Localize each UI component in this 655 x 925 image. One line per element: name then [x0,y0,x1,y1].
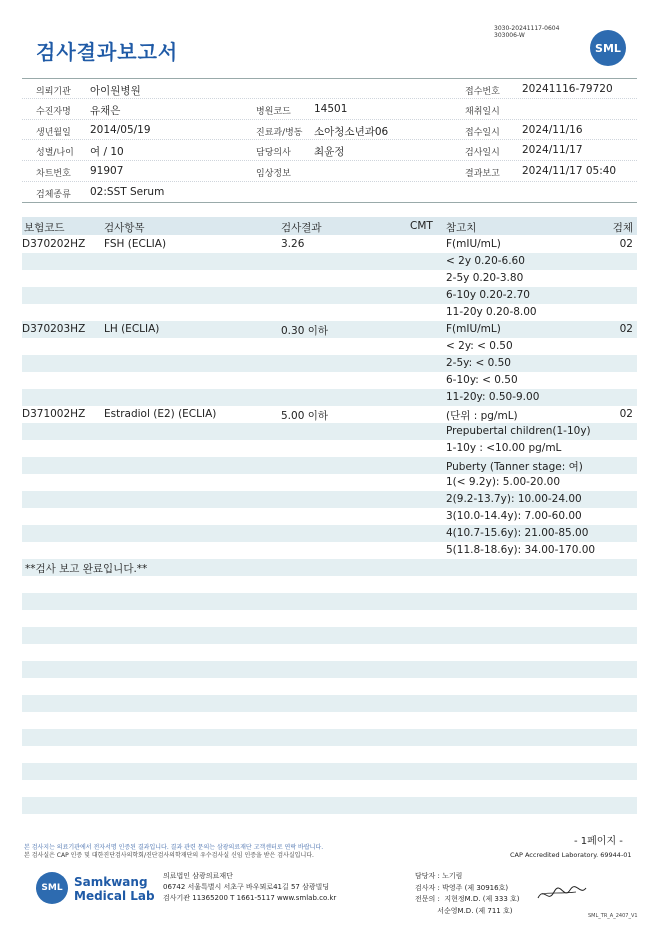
header-code: 보험코드 [24,222,65,234]
lab-address [163,871,336,904]
table-row [22,695,637,712]
staff-block [415,871,520,917]
cell-reference: 1-10y : <10.00 pg/mL [446,442,562,454]
report-date-label: 결과보고 [465,169,500,180]
clinical-label: 임상정보 [256,169,291,180]
cell-reference: (단위 : pg/mL) [446,410,518,422]
report-date-value: 2024/11/17 05:40 [522,165,617,178]
cell-code: D370203HZ [22,323,86,335]
table-row [22,372,637,389]
cap-accreditation: CAP Accredited Laboratory. 69944-01 [510,851,632,859]
cell-result: 5.00 이하 [281,410,329,422]
test-date-label: 검사일시 [465,148,500,159]
cell-reference: 3(10.0-14.4y): 7.00-60.00 [446,510,582,522]
cell-reference: < 2y 0.20-6.60 [446,255,525,267]
table-row [22,814,637,831]
cell-reference: F(mIU/mL) [446,323,501,335]
chart-no-label: 차트번호 [36,169,71,180]
cell-result: 0.30 이하 [281,325,329,337]
institution-label: 의뢰기관 [36,87,71,97]
table-row [22,508,637,525]
cell-reference: 2-5y: < 0.50 [446,357,511,369]
cell-reference: 1(< 9.2y): 5.00-20.00 [446,476,561,488]
table-row [22,661,637,678]
sml-logo: SML [590,30,626,66]
table-row [22,287,637,304]
header-item: 검사항목 [104,222,145,234]
table-row [22,797,637,814]
table-row [22,457,637,474]
staff-line-3: 전문의 : 지현정M.D. (제 333 호) [415,895,520,903]
cell-item: FSH (ECLIA) [104,238,167,250]
table-row [22,712,637,729]
sml-footer-logo: SML [36,872,68,904]
table-row [22,389,637,406]
completion-note: **검사 보고 완료입니다.** [25,563,148,575]
chart-no-value: 91907 [90,165,124,178]
info-row [22,140,637,161]
brand-line-1: Samkwang [74,875,148,889]
dept-label: 진료과/병동 [256,127,303,138]
patient-value: 유채은 [90,104,121,117]
cell-reference: < 2y: < 0.50 [446,340,513,352]
document-code-2: 303006-W [494,32,525,39]
collect-date-label: 채취일시 [465,106,500,117]
info-row [22,182,637,203]
table-row [22,355,637,372]
signature-icon [536,882,588,906]
cell-reference: 5(11.8-18.6y): 34.00-170.00 [446,544,596,556]
brand-name [74,875,155,903]
address-line-2: 06742 서울특별시 서초구 바우뫼로41길 57 삼광빌딩 [163,883,330,891]
table-row [22,338,637,355]
cell-result: 3.26 [281,238,305,250]
table-row [22,542,637,559]
table-row [22,253,637,270]
table-row [22,627,637,644]
table-row [22,576,637,593]
header-cmt: CMT [410,220,433,232]
page-title: 검사결과보고서 [36,40,179,64]
table-row [22,593,637,610]
table-row [22,491,637,508]
cell-specimen: 02 [619,323,633,335]
table-row [22,440,637,457]
receipt-date-label: 접수일시 [465,127,500,138]
staff-line-2: 검사자 : 박영주 (제 30916호) [415,883,509,892]
address-line-3: 검사기관 11365200 T 1661-5117 www.smlab.co.kr [163,894,337,902]
table-row [22,780,637,797]
cell-code: D370202HZ [22,238,86,250]
patient-label: 수진자명 [36,106,71,117]
test-date-value: 2024/11/17 [522,144,583,157]
hospital-code-value: 14501 [314,102,348,115]
document-codes [494,25,559,39]
info-row [22,120,637,141]
table-row [22,678,637,695]
header-ref: 참고치 [446,222,477,234]
address-line-1: 의료법인 삼광의료재단 [163,872,233,880]
sex-age-label: 성별/나이 [36,148,74,159]
table-row [22,321,637,338]
cell-reference: 11-20y 0.20-8.00 [446,306,537,318]
cell-code: D371002HZ [22,408,86,420]
sex-age-value: 여 / 10 [90,146,124,159]
specimen-label: 검체종류 [36,189,71,200]
document-code-1: 3030-20241117-0604 [494,25,560,32]
table-row [22,423,637,440]
header-specimen: 검체 [612,222,633,234]
cell-reference: 4(10.7-15.6y): 21.00-85.00 [446,527,589,539]
patient-info-block [22,78,637,203]
cell-reference: Prepubertal children(1-10y) [446,425,591,437]
info-row [22,99,637,120]
table-row [22,746,637,763]
footnote-signature: 본 검사지는 의료기관에서 전자서명 인증된 결과입니다. 결과 관련 문의는 삼광의료재단 고객센터로 연락 바랍니다. [24,844,324,851]
cell-reference: 6-10y: < 0.50 [446,374,518,386]
table-row [22,406,637,423]
cell-reference: F(mIU/mL) [446,238,501,250]
page-number: - 1페이지 - [574,836,623,847]
cell-reference: 2-5y 0.20-3.80 [446,272,524,284]
results-table-body [22,236,637,831]
specimen-value: 02:SST Serum [90,185,165,198]
cell-reference: 6-10y 0.20-2.70 [446,289,530,301]
dob-label: 생년월일 [36,127,71,138]
header-result: 검사결과 [281,222,322,234]
cell-reference: Puberty (Tanner stage: 여) [446,461,583,473]
table-row [22,304,637,321]
cell-specimen: 02 [619,408,633,420]
table-row [22,474,637,491]
receipt-no-label: 접수번호 [465,87,500,97]
info-row [22,78,637,99]
staff-line-4: 서순영M.D. (제 711 호) [415,906,513,915]
doctor-value: 최윤정 [314,146,345,159]
info-row [22,161,637,182]
table-row [22,270,637,287]
cell-specimen: 02 [619,238,633,250]
table-row [22,644,637,661]
hospital-code-label: 병원코드 [256,106,291,117]
table-row [22,763,637,780]
table-row [22,525,637,542]
staff-line-1: 담당자 : 노기림 [415,872,463,880]
results-table-header [22,217,637,235]
table-row [22,236,637,253]
receipt-no-value: 20241116-79720 [522,83,613,95]
dob-value: 2014/05/19 [90,123,151,136]
doctor-label: 담당의사 [256,148,291,159]
table-row [22,610,637,627]
table-row [22,729,637,746]
dept-value: 소아청소년과06 [314,125,389,138]
brand-line-2: Medical Lab [74,889,155,903]
cell-reference: 2(9.2-13.7y): 10.00-24.00 [446,493,582,505]
cell-item: Estradiol (E2) (ECLIA) [104,408,217,420]
cell-reference: 11-20y: 0.50-9.00 [446,391,540,403]
table-row [22,559,637,576]
receipt-date-value: 2024/11/16 [522,123,583,136]
institution-value: 아이원병원 [90,85,141,97]
cell-item: LH (ECLIA) [104,323,160,335]
form-code: SML_TR_A_2407_V1 [588,913,638,919]
footnote-accreditation: 본 검사실은 CAP 인증 및 대한진단검사의학회/진단검사의학재단의 우수검사실 신임 인증을 받은 검사실입니다. [24,852,314,859]
